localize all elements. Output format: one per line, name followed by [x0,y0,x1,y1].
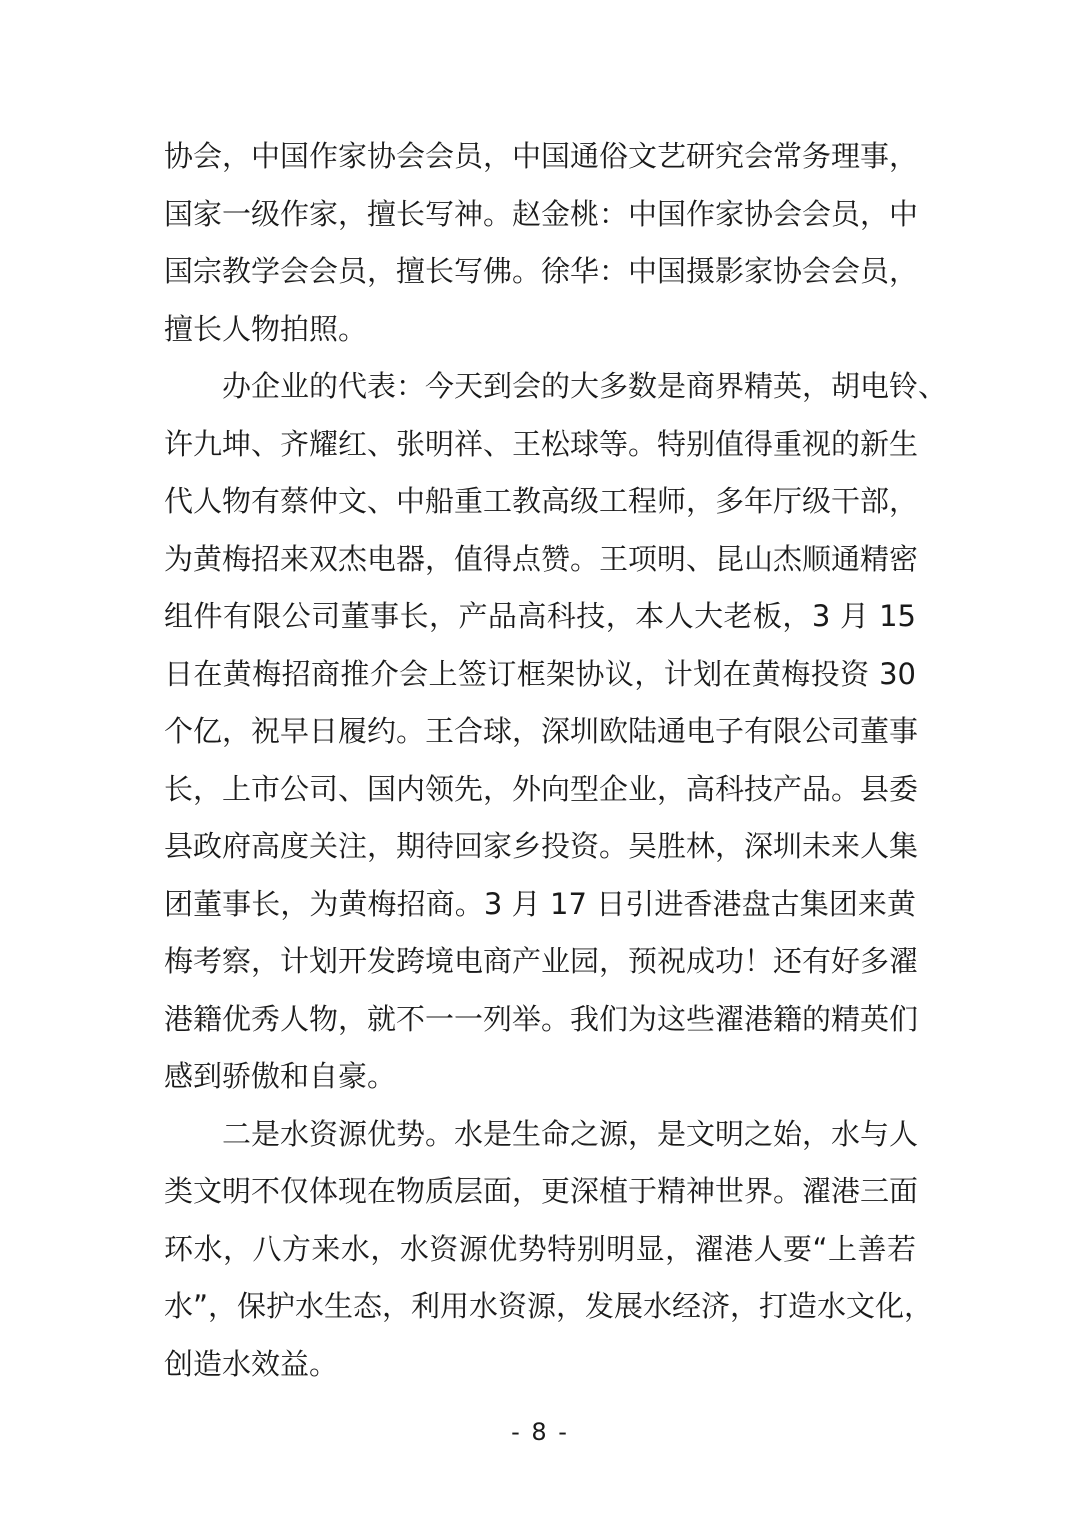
text-line: 创造水效益。 [164,1346,339,1381]
paragraph [164,358,948,1106]
text-line: 国宗教学会会员，擅长写佛。徐华：中国摄影家协会会员， [164,254,919,288]
text-line: 长，上市公司、国内领先，外向型企业，高科技产品。县委 [164,771,919,806]
text-line: 个亿，祝早日履约。王合球，深圳欧陆通电子有限公司董事 [164,714,919,748]
text-line: 许九坤、齐耀红、张明祥、王松球等。特别值得重视的新生 [164,426,919,461]
page-number: - 8 - [511,1418,569,1446]
paragraph [164,128,919,358]
text-line: 类文明不仅体现在物质层面，更深植于精神世界。濯港三面 [164,1174,919,1208]
text-line: 代人物有蔡仲文、中船重工教高级工程师，多年厅级干部， [164,484,919,518]
text-line: 感到骄傲和自豪。 [164,1059,397,1093]
text-line: 港籍优秀人物，就不一一列举。我们为这些濯港籍的精英们 [164,1001,919,1036]
text-line: 二是水资源优势。水是生命之源，是文明之始，水与人 [222,1116,919,1151]
text-line: 团董事长，为黄梅招商。3 月 17 日引进香港盘古集团来黄 [164,886,916,921]
text-line: 县政府高度关注，期待回家乡投资。吴胜林，深圳未来人集 [164,829,919,863]
paragraph [164,1106,934,1394]
text-line: 办企业的代表：今天到会的大多数是商界精英，胡电铃、 [222,369,948,403]
text-line: 梅考察，计划开发跨境电商产业园，预祝成功！还有好多濯 [164,944,919,978]
text-line: 国家一级作家，擅长写神。赵金桃：中国作家协会会员，中 [164,196,919,231]
text-line: 组件有限公司董事长，产品高科技，本人大老板，3 月 15 [164,599,916,633]
text-line: 日在黄梅招商推介会上签订框架协议，计划在黄梅投资 30 [164,656,916,691]
text-line: 水”，保护水生态，利用水资源，发展水经济，打造水文化， [164,1289,934,1323]
text-line: 环水，八方来水，水资源优势特别明显，濯港人要“上善若 [164,1231,916,1266]
body-text [164,128,948,1393]
text-line: 协会，中国作家协会会员，中国通俗文艺研究会常务理事， [164,139,919,173]
text-line: 为黄梅招来双杰电器，值得点赞。王项明、昆山杰顺通精密 [164,541,919,576]
text-line: 擅长人物拍照。 [164,311,368,346]
